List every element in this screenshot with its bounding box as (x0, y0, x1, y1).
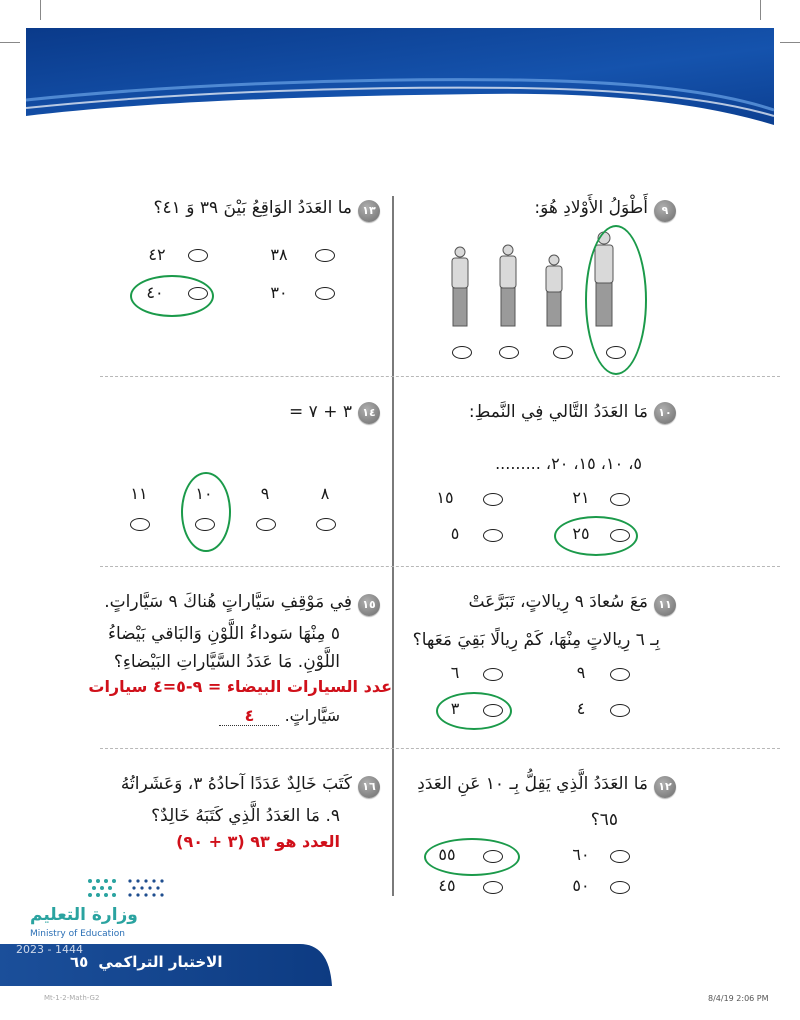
option-value: ٤٢ (148, 245, 166, 264)
crop-mark (760, 0, 761, 20)
page-footer-label (70, 953, 223, 971)
answer-bubble[interactable] (483, 493, 503, 506)
question-10-text: مَا العَدَدُ التَّالي فِي النَّمطِ: (468, 402, 648, 422)
ministry-name-ar: وزارة التعليم (30, 905, 138, 925)
header-banner (0, 0, 800, 140)
question-14-text: ٣ + ٧ = (289, 402, 352, 422)
option-value: ٦ (450, 663, 460, 682)
option-value: ٥٠ (572, 876, 590, 895)
answer-bubble[interactable] (130, 518, 150, 531)
column-divider (392, 196, 394, 896)
answer-circle (424, 838, 520, 876)
answer-bubble[interactable] (452, 346, 472, 359)
option-value: ٦٠ (572, 845, 590, 864)
option-value: ٣ (450, 699, 460, 718)
option-value: ٤ (576, 699, 586, 718)
option-value: ١٥ (436, 488, 454, 507)
row-divider (100, 748, 780, 749)
answer-bubble[interactable] (256, 518, 276, 531)
page-number: ٦٥ (70, 953, 89, 971)
answer-blank-suffix: سَيَّاراتٍ. (284, 706, 340, 725)
answer-bubble[interactable] (610, 881, 630, 894)
question-13-text: ما العَدَدُ الوَاقِعُ بَيْنَ ٣٩ وَ ٤١؟ (153, 198, 352, 218)
ministry-name-en: Ministry of Education (30, 929, 125, 939)
question-number-14: ١٤ (358, 402, 380, 424)
option-value: ١٠ (195, 484, 213, 503)
question-number-10: ١٠ (654, 402, 676, 424)
answer-bubble[interactable] (610, 850, 630, 863)
ministry-logo-icon (84, 876, 174, 902)
edition-year: 2023 - 1444 (16, 943, 83, 956)
option-value: ٨ (320, 484, 330, 503)
option-value: ٢٥ (572, 524, 590, 543)
option-value: ١١ (130, 484, 148, 503)
option-value: ٩ (260, 484, 270, 503)
answer-bubble[interactable] (483, 668, 503, 681)
answer-circle (181, 472, 231, 552)
answer-bubble[interactable] (483, 881, 503, 894)
question-16-line1: كَتَبَ خَالِدٌ عَدَدًا آحادُهُ ٣، وَعَشَراتُهُ (120, 774, 352, 794)
print-stamp: 8/4/19 2:06 PM (708, 994, 769, 1003)
option-value: ٣٨ (270, 245, 288, 264)
crop-mark (780, 42, 800, 43)
handwritten-answer: عدد السيارات البيضاء = ٩-٥=٤ سيارات (88, 677, 392, 696)
question-12-line1: مَا العَدَدُ الَّذِي يَقِلُّ بِـ ١٠ عَنِ العَدَدِ (417, 774, 648, 794)
option-value: ٢١ (572, 488, 590, 507)
row-divider (100, 566, 780, 567)
option-value: ٥ (450, 524, 460, 543)
question-11-line1: مَعَ سُعادَ ٩ رِيالاتٍ، تَبَرَّعَتْ (468, 592, 648, 612)
answer-circle (436, 692, 512, 730)
answer-circle (130, 275, 214, 317)
handwritten-answer: العدد هو ٩٣ (٣ + ٩٠) (176, 832, 340, 851)
answer-bubble[interactable] (610, 668, 630, 681)
question-11-line2: بِـ ٦ رِيالاتٍ مِنْهَا، كَمْ رِيالًا بَقِيَ مَعَها؟ (412, 630, 660, 650)
page-section-title: الاختبار التراكمي (98, 953, 223, 971)
answer-blank (219, 706, 340, 726)
question-number-16: ١٦ (358, 776, 380, 798)
option-value: ٤٠ (146, 283, 164, 302)
print-slug: Mt-1-2-Math-G2 (44, 994, 100, 1002)
question-number-9: ٩ (654, 200, 676, 222)
crop-mark (0, 42, 20, 43)
question-9-text: أَطْوَلُ الأَوْلادِ هُوَ: (534, 198, 648, 218)
answer-bubble[interactable] (499, 346, 519, 359)
question-number-11: ١١ (654, 594, 676, 616)
answer-bubble[interactable] (316, 518, 336, 531)
answer-bubble[interactable] (315, 249, 335, 262)
question-number-12: ١٢ (654, 776, 676, 798)
question-number-13: ١٣ (358, 200, 380, 222)
option-value: ٣٠ (270, 283, 288, 302)
question-15-line1: فِي مَوْقِفِ سَيَّاراتٍ هُناكَ ٩ سَيَّاراتٍ. (104, 592, 352, 612)
answer-bubble[interactable] (610, 493, 630, 506)
question-15-line2: ٥ مِنْهَا سَوداءُ اللَّوْنِ وَالبَاقي بَيْضاءُ (107, 624, 340, 644)
answer-bubble[interactable] (553, 346, 573, 359)
question-number-15: ١٥ (358, 594, 380, 616)
question-16-line2: ٩. مَا العَدَدُ الَّذِي كَتَبَهُ خَالِدٌ؟ (151, 806, 340, 826)
answer-circle (585, 225, 647, 375)
answer-blank-value: ٤ (219, 706, 279, 726)
answer-bubble[interactable] (315, 287, 335, 300)
option-value: ٩ (576, 663, 586, 682)
pattern-sequence: ٥، ١٠، ١٥، ٢٠، ......... (495, 454, 642, 473)
option-value: ٤٥ (438, 876, 456, 895)
question-12-line2: ٦٥؟ (590, 810, 618, 830)
answer-bubble[interactable] (188, 249, 208, 262)
row-divider (100, 376, 780, 377)
question-15-line3: اللَّوْنِ. مَا عَدَدُ السَّيَّاراتِ البَيْضاءِ؟ (113, 652, 340, 672)
answer-bubble[interactable] (483, 529, 503, 542)
option-value: ٥٥ (438, 845, 456, 864)
crop-mark (40, 0, 41, 20)
answer-circle (554, 516, 638, 556)
answer-bubble[interactable] (610, 704, 630, 717)
